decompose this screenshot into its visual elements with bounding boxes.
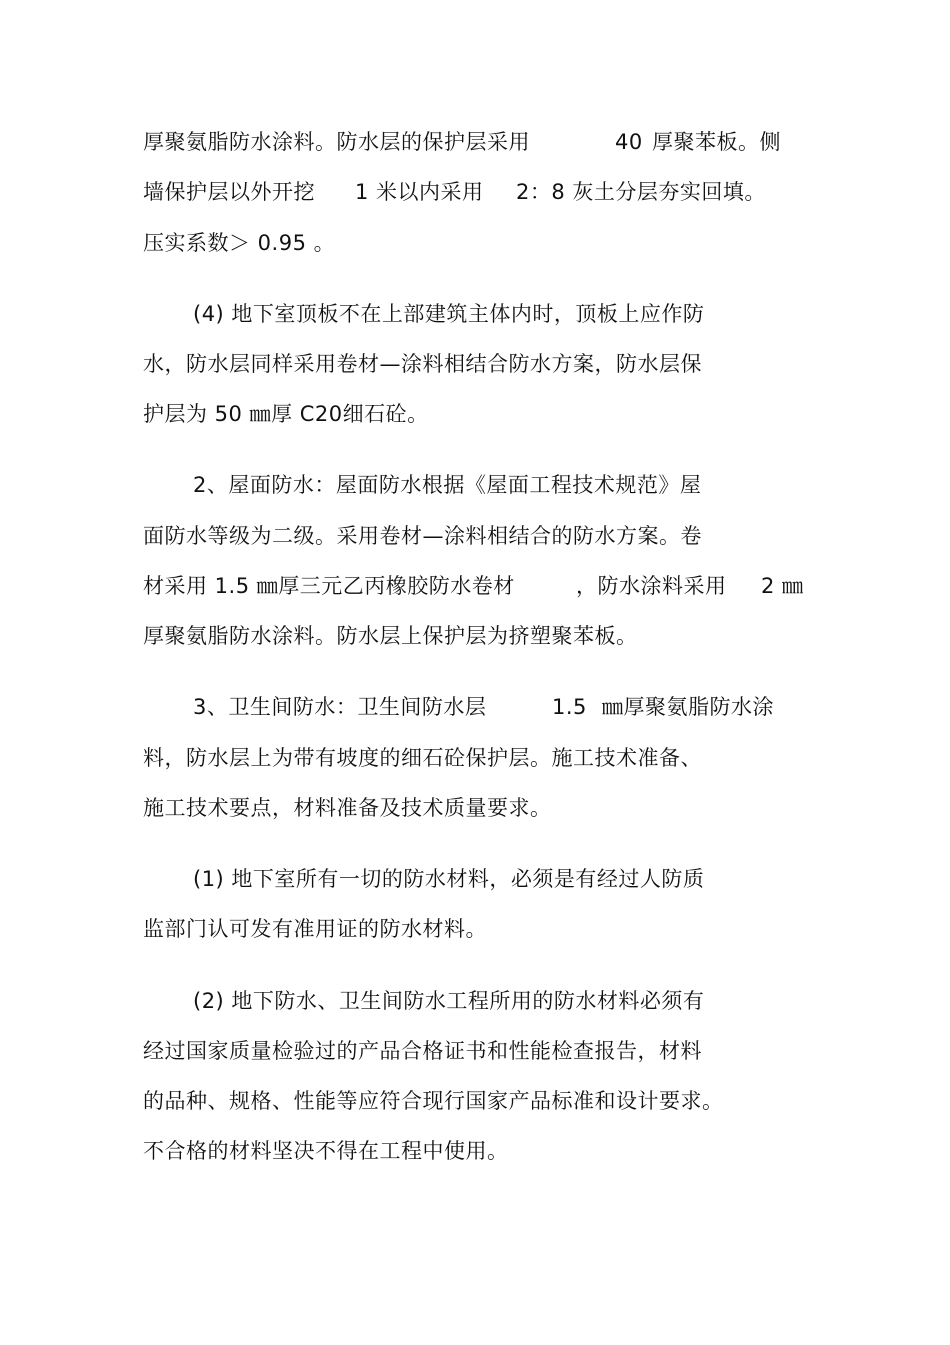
text-line: 料，防水层上为带有坡度的细石砼保护层。施工技术准备、	[143, 746, 702, 770]
text-line: 40	[615, 130, 643, 154]
text-line: 不合格的材料坚决不得在工程中使用。	[143, 1139, 509, 1163]
text-line: (4) 地下室顶板不在上部建筑主体内时，顶板上应作防	[193, 302, 705, 326]
text-line: 3、卫生间防水：卫生间防水层	[193, 695, 487, 719]
text-line: 监部门认可发有准用证的防水材料。	[143, 917, 487, 941]
text-line: 1 米以内采用	[355, 180, 484, 204]
text-line: 的品种、规格、性能等应符合现行国家产品标准和设计要求。	[143, 1089, 724, 1113]
text-line: 墙保护层以外开挖	[143, 180, 315, 204]
text-line: (1) 地下室所有一切的防水材料，必须是有经过人防质	[193, 867, 705, 891]
text-line: 厚聚苯板。侧	[652, 130, 781, 154]
text-line: 经过国家质量检验过的产品合格证书和性能检查报告，材料	[143, 1039, 702, 1063]
text-line: 厚聚氨脂防水涂料。防水层的保护层采用	[143, 130, 530, 154]
text-line: 压实系数＞ 0.95 。	[143, 231, 336, 255]
text-line: 水，防水层同样采用卷材—涂料相结合防水方案，防水层保	[143, 352, 702, 376]
text-line: 2、屋面防水：屋面防水根据《屋面工程技术规范》屋	[193, 473, 702, 497]
text-line: 施工技术要点，材料准备及技术质量要求。	[143, 796, 552, 820]
text-line: 面防水等级为二级。采用卷材—涂料相结合的防水方案。卷	[143, 524, 702, 548]
text-line: 2 ㎜	[761, 574, 804, 598]
text-line: ，防水涂料采用	[576, 574, 727, 598]
text-line: 护层为 50 ㎜厚 C20细石砼。	[143, 402, 429, 426]
text-line: 材采用 1.5 ㎜厚三元乙丙橡胶防水卷材	[143, 574, 515, 598]
text-line: 厚聚氨脂防水涂料。防水层上保护层为挤塑聚苯板。	[143, 624, 638, 648]
text-line: 2：8 灰土分层夯实回填。	[516, 180, 766, 204]
text-line: ㎜厚聚氨脂防水涂	[602, 695, 774, 719]
text-line: 1.5	[552, 695, 587, 719]
text-line: (2) 地下防水、卫生间防水工程所用的防水材料必须有	[193, 989, 705, 1013]
